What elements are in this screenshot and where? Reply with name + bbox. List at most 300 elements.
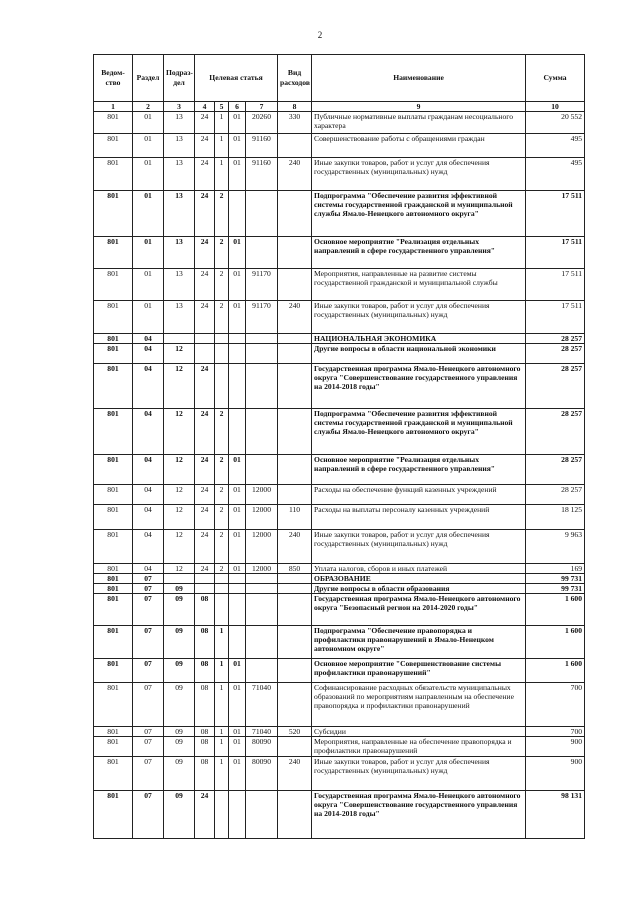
table-row [94,574,585,584]
subprogram-code-cell [215,791,229,839]
razdel-cell: 01 [133,191,164,237]
expense-type-cell: 240 [278,301,312,334]
index-cell: 4 [195,102,215,112]
direction-code-cell: 71040 [246,683,278,727]
direction-code-cell [246,659,278,683]
event-code-cell: 01 [229,237,246,269]
expense-type-cell: 850 [278,564,312,574]
event-code-cell: 01 [229,505,246,530]
name-cell: Иные закупки товаров, работ и услуг для обеспечения государственных (муниципальных) нужд [312,530,526,564]
direction-code-cell [246,344,278,364]
vedomstvo-cell: 801 [94,364,133,409]
subprogram-code-cell: 2 [215,301,229,334]
razdel-cell: 01 [133,269,164,301]
vedomstvo-cell: 801 [94,191,133,237]
direction-code-cell [246,364,278,409]
header-razdel: Раздел [133,55,164,102]
sum-cell: 17 511 [526,237,585,269]
razdel-cell: 07 [133,626,164,659]
sum-cell: 28 257 [526,485,585,505]
razdel-cell: 01 [133,134,164,158]
program-code-cell: 24 [195,237,215,269]
razdel-cell: 04 [133,364,164,409]
expense-type-cell [278,269,312,301]
direction-code-cell: 20260 [246,112,278,134]
index-cell: 1 [94,102,133,112]
podrazdel-cell: 12 [164,409,195,455]
vedomstvo-cell: 801 [94,112,133,134]
direction-code-cell: 91170 [246,301,278,334]
name-cell: Совершенствование работы с обращениями граждан [312,134,526,158]
name-cell: НАЦИОНАЛЬНАЯ ЭКОНОМИКА [312,334,526,344]
expense-type-cell [278,659,312,683]
subprogram-code-cell [215,574,229,584]
header-sum: Сумма [526,55,585,102]
direction-code-cell [246,584,278,594]
name-cell: Основное мероприятие "Реализация отдельных направлений в сфере государственного управления" [312,237,526,269]
event-code-cell: 01 [229,727,246,737]
event-code-cell: 01 [229,158,246,191]
podrazdel-cell: 12 [164,564,195,574]
sum-cell: 700 [526,727,585,737]
razdel-cell: 01 [133,301,164,334]
subprogram-code-cell: 1 [215,158,229,191]
table-row [94,269,585,301]
vedomstvo-cell: 801 [94,485,133,505]
name-cell: Основное мероприятие "Реализация отдельных направлений в сфере государственного управления" [312,455,526,485]
vedomstvo-cell: 801 [94,737,133,757]
podrazdel-cell: 09 [164,727,195,737]
expense-type-cell [278,237,312,269]
direction-code-cell: 12000 [246,485,278,505]
program-code-cell: 24 [195,269,215,301]
event-code-cell [229,364,246,409]
expense-type-cell [278,683,312,727]
razdel-cell: 07 [133,584,164,594]
event-code-cell [229,626,246,659]
podrazdel-cell: 13 [164,191,195,237]
subprogram-code-cell: 2 [215,191,229,237]
sum-cell: 99 731 [526,574,585,584]
sum-cell: 17 511 [526,269,585,301]
podrazdel-cell: 13 [164,301,195,334]
podrazdel-cell: 12 [164,485,195,505]
program-code-cell: 24 [195,485,215,505]
podrazdel-cell: 13 [164,134,195,158]
subprogram-code-cell: 2 [215,505,229,530]
table-row [94,530,585,564]
razdel-cell: 07 [133,757,164,791]
table-row [94,455,585,485]
podrazdel-cell: 12 [164,455,195,485]
name-cell: Иные закупки товаров, работ и услуг для обеспечения государственных (муниципальных) нужд [312,158,526,191]
sum-cell: 495 [526,134,585,158]
direction-code-cell: 80090 [246,757,278,791]
podrazdel-cell: 13 [164,237,195,269]
razdel-cell: 04 [133,455,164,485]
direction-code-cell [246,594,278,626]
subprogram-code-cell: 2 [215,237,229,269]
direction-code-cell: 80090 [246,737,278,757]
vedomstvo-cell: 801 [94,455,133,485]
sum-cell: 1 600 [526,659,585,683]
expense-type-cell [278,455,312,485]
vedomstvo-cell: 801 [94,344,133,364]
sum-cell: 28 257 [526,409,585,455]
expense-type-cell: 330 [278,112,312,134]
expense-type-cell: 240 [278,158,312,191]
table-row [94,727,585,737]
direction-code-cell: 91160 [246,134,278,158]
name-cell: Расходы на выплаты персоналу казенных учреждений [312,505,526,530]
razdel-cell: 07 [133,683,164,727]
name-cell: Государственная программа Ямало-Ненецкого автономного округа "Безопасный регион на 2014-2020 годы" [312,594,526,626]
subprogram-code-cell: 1 [215,757,229,791]
expense-type-cell [278,191,312,237]
sum-cell: 17 511 [526,191,585,237]
event-code-cell: 01 [229,301,246,334]
event-code-cell [229,191,246,237]
page-number: 2 [317,30,323,40]
direction-code-cell: 71040 [246,727,278,737]
program-code-cell: 08 [195,659,215,683]
index-cell: 3 [164,102,195,112]
event-code-cell: 01 [229,112,246,134]
podrazdel-cell: 12 [164,364,195,409]
header-name: Наименование [312,55,526,102]
expense-type-cell: 240 [278,530,312,564]
program-code-cell: 08 [195,594,215,626]
event-code-cell [229,574,246,584]
name-cell: Другие вопросы в области образования [312,584,526,594]
table-row [94,584,585,594]
sum-cell: 28 257 [526,455,585,485]
index-cell: 10 [526,102,585,112]
podrazdel-cell: 13 [164,269,195,301]
index-cell: 9 [312,102,526,112]
podrazdel-cell [164,574,195,584]
expense-type-cell [278,485,312,505]
name-cell: Государственная программа Ямало-Ненецкого автономного округа "Совершенствование государственного управления на 2014-2018 годы" [312,364,526,409]
table-row [94,364,585,409]
direction-code-cell [246,334,278,344]
index-cell: 6 [229,102,246,112]
sum-cell: 900 [526,757,585,791]
direction-code-cell: 91160 [246,158,278,191]
subprogram-code-cell: 1 [215,659,229,683]
sum-cell: 28 257 [526,364,585,409]
podrazdel-cell: 09 [164,659,195,683]
sum-cell: 17 511 [526,301,585,334]
direction-code-cell: 91170 [246,269,278,301]
name-cell: Субсидии [312,727,526,737]
table-row [94,683,585,727]
name-cell: Иные закупки товаров, работ и услуг для обеспечения государственных (муниципальных) нужд [312,757,526,791]
program-code-cell [195,574,215,584]
expense-type-cell [278,584,312,594]
expense-type-cell [278,134,312,158]
sum-cell: 28 257 [526,344,585,364]
table-row [94,505,585,530]
vedomstvo-cell: 801 [94,505,133,530]
vedomstvo-cell: 801 [94,574,133,584]
event-code-cell: 01 [229,530,246,564]
podrazdel-cell: 09 [164,584,195,594]
name-cell: Мероприятия, направленные на развитие системы государственной гражданской и муниципальной службы [312,269,526,301]
subprogram-code-cell: 2 [215,269,229,301]
index-cell: 5 [215,102,229,112]
vedomstvo-cell: 801 [94,530,133,564]
razdel-cell: 04 [133,530,164,564]
expense-type-cell [278,626,312,659]
program-code-cell: 24 [195,112,215,134]
razdel-cell: 07 [133,594,164,626]
program-code-cell: 24 [195,530,215,564]
razdel-cell: 07 [133,737,164,757]
expense-type-cell [278,344,312,364]
vedomstvo-cell: 801 [94,626,133,659]
sum-cell: 169 [526,564,585,574]
table-row [94,409,585,455]
podrazdel-cell: 09 [164,757,195,791]
vedomstvo-cell: 801 [94,791,133,839]
event-code-cell: 01 [229,757,246,791]
direction-code-cell [246,409,278,455]
subprogram-code-cell: 2 [215,564,229,574]
table-row [94,134,585,158]
subprogram-code-cell: 2 [215,409,229,455]
program-code-cell: 24 [195,364,215,409]
podrazdel-cell: 13 [164,112,195,134]
program-code-cell: 24 [195,455,215,485]
vedomstvo-cell: 801 [94,564,133,574]
table-row [94,112,585,134]
name-cell: Софинансирование расходных обязательств муниципальных образований по мероприятиям направленным на обеспечение правопорядка и профилактики правонарушений [312,683,526,727]
name-cell: Уплата налогов, сборов и иных платежей [312,564,526,574]
expense-type-cell [278,594,312,626]
direction-code-cell [246,626,278,659]
direction-code-cell [246,455,278,485]
subprogram-code-cell: 1 [215,626,229,659]
program-code-cell [195,584,215,594]
direction-code-cell [246,791,278,839]
podrazdel-cell: 09 [164,683,195,727]
vedomstvo-cell: 801 [94,269,133,301]
expense-type-cell: 240 [278,757,312,791]
razdel-cell: 07 [133,727,164,737]
razdel-cell: 01 [133,158,164,191]
budget-table [93,54,585,839]
index-cell: 8 [278,102,312,112]
subprogram-code-cell: 2 [215,530,229,564]
subprogram-code-cell: 1 [215,727,229,737]
razdel-cell: 04 [133,505,164,530]
razdel-cell: 04 [133,334,164,344]
podrazdel-cell: 09 [164,626,195,659]
podrazdel-cell: 12 [164,530,195,564]
event-code-cell: 01 [229,269,246,301]
program-code-cell: 24 [195,564,215,574]
sum-cell: 9 963 [526,530,585,564]
sum-cell: 20 552 [526,112,585,134]
header-vid: Вид расходов [278,55,312,102]
razdel-cell: 04 [133,344,164,364]
event-code-cell [229,409,246,455]
podrazdel-cell: 09 [164,594,195,626]
program-code-cell: 08 [195,737,215,757]
razdel-cell: 07 [133,574,164,584]
subprogram-code-cell: 2 [215,485,229,505]
table-row [94,334,585,344]
name-cell: Подпрограмма "Обеспечение развития эффективной системы государственной гражданской и муниципальной службы Ямало-Ненецкого автономного округа" [312,409,526,455]
podrazdel-cell: 12 [164,344,195,364]
event-code-cell: 01 [229,455,246,485]
name-cell: Другие вопросы в области национальной экономики [312,344,526,364]
subprogram-code-cell [215,594,229,626]
program-code-cell: 08 [195,727,215,737]
event-code-cell [229,791,246,839]
vedomstvo-cell: 801 [94,237,133,269]
table-row [94,626,585,659]
program-code-cell: 24 [195,158,215,191]
subprogram-code-cell [215,584,229,594]
podrazdel-cell: 13 [164,158,195,191]
program-code-cell: 24 [195,191,215,237]
subprogram-code-cell: 1 [215,112,229,134]
razdel-cell: 07 [133,659,164,683]
table-row [94,791,585,839]
expense-type-cell [278,737,312,757]
razdel-cell: 04 [133,564,164,574]
table-row [94,344,585,364]
direction-code-cell [246,237,278,269]
event-code-cell [229,584,246,594]
table-row [94,485,585,505]
direction-code-cell [246,574,278,584]
name-cell: Подпрограмма "Обеспечение правопорядка и профилактики правонарушений в Ямало-Ненецком автономном округе" [312,626,526,659]
vedomstvo-cell: 801 [94,301,133,334]
direction-code-cell: 12000 [246,530,278,564]
event-code-cell [229,344,246,364]
program-code-cell: 24 [195,409,215,455]
name-cell: Основное мероприятие "Совершенствование системы профилактики правонарушений" [312,659,526,683]
podrazdel-cell [164,334,195,344]
vedomstvo-cell: 801 [94,727,133,737]
table-row [94,564,585,574]
expense-type-cell [278,791,312,839]
header-vedomstvo: Ведом-ство [94,55,133,102]
expense-type-cell: 520 [278,727,312,737]
vedomstvo-cell: 801 [94,594,133,626]
expense-type-cell [278,364,312,409]
razdel-cell: 01 [133,112,164,134]
index-cell: 7 [246,102,278,112]
event-code-cell [229,334,246,344]
podrazdel-cell: 12 [164,505,195,530]
event-code-cell: 01 [229,683,246,727]
program-code-cell: 08 [195,757,215,791]
name-cell: ОБРАЗОВАНИЕ [312,574,526,584]
expense-type-cell [278,574,312,584]
event-code-cell: 01 [229,564,246,574]
name-cell: Иные закупки товаров, работ и услуг для обеспечения государственных (муниципальных) нужд [312,301,526,334]
column-index-row [94,102,585,112]
sum-cell: 495 [526,158,585,191]
subprogram-code-cell [215,344,229,364]
name-cell: Мероприятия, направленные на обеспечение правопорядка и профилактики правонарушений [312,737,526,757]
vedomstvo-cell: 801 [94,334,133,344]
expense-type-cell: 110 [278,505,312,530]
program-code-cell: 24 [195,134,215,158]
event-code-cell: 01 [229,485,246,505]
razdel-cell: 07 [133,791,164,839]
event-code-cell: 01 [229,659,246,683]
table-row [94,191,585,237]
table-row [94,594,585,626]
sum-cell: 99 731 [526,584,585,594]
vedomstvo-cell: 801 [94,584,133,594]
direction-code-cell: 12000 [246,564,278,574]
program-code-cell: 24 [195,301,215,334]
vedomstvo-cell: 801 [94,158,133,191]
name-cell: Публичные нормативные выплаты гражданам несоциального характера [312,112,526,134]
sum-cell: 700 [526,683,585,727]
direction-code-cell: 12000 [246,505,278,530]
podrazdel-cell: 09 [164,737,195,757]
razdel-cell: 04 [133,409,164,455]
header-target: Целевая статья [195,55,278,102]
index-cell: 2 [133,102,164,112]
event-code-cell: 01 [229,134,246,158]
table-row [94,158,585,191]
table-row [94,237,585,269]
sum-cell: 98 131 [526,791,585,839]
name-cell: Расходы на обеспечение функций казенных учреждений [312,485,526,505]
sum-cell: 1 600 [526,626,585,659]
program-code-cell: 24 [195,791,215,839]
program-code-cell: 08 [195,683,215,727]
sum-cell: 28 257 [526,334,585,344]
subprogram-code-cell: 2 [215,455,229,485]
vedomstvo-cell: 801 [94,683,133,727]
program-code-cell: 08 [195,626,215,659]
podrazdel-cell: 09 [164,791,195,839]
header-podrazdel: Подраз-дел [164,55,195,102]
name-cell: Подпрограмма "Обеспечение развития эффективной системы государственной гражданской и муниципальной службы Ямало-Ненецкого автономного округа" [312,191,526,237]
table-row [94,737,585,757]
event-code-cell: 01 [229,737,246,757]
program-code-cell: 24 [195,505,215,530]
table-row [94,301,585,334]
subprogram-code-cell: 1 [215,683,229,727]
program-code-cell [195,334,215,344]
vedomstvo-cell: 801 [94,409,133,455]
razdel-cell: 01 [133,237,164,269]
sum-cell: 18 125 [526,505,585,530]
subprogram-code-cell: 1 [215,134,229,158]
program-code-cell [195,344,215,364]
subprogram-code-cell [215,334,229,344]
table-row [94,757,585,791]
vedomstvo-cell: 801 [94,659,133,683]
sum-cell: 1 600 [526,594,585,626]
subprogram-code-cell [215,364,229,409]
table-header-row [94,55,585,102]
vedomstvo-cell: 801 [94,134,133,158]
expense-type-cell [278,334,312,344]
razdel-cell: 04 [133,485,164,505]
event-code-cell [229,594,246,626]
